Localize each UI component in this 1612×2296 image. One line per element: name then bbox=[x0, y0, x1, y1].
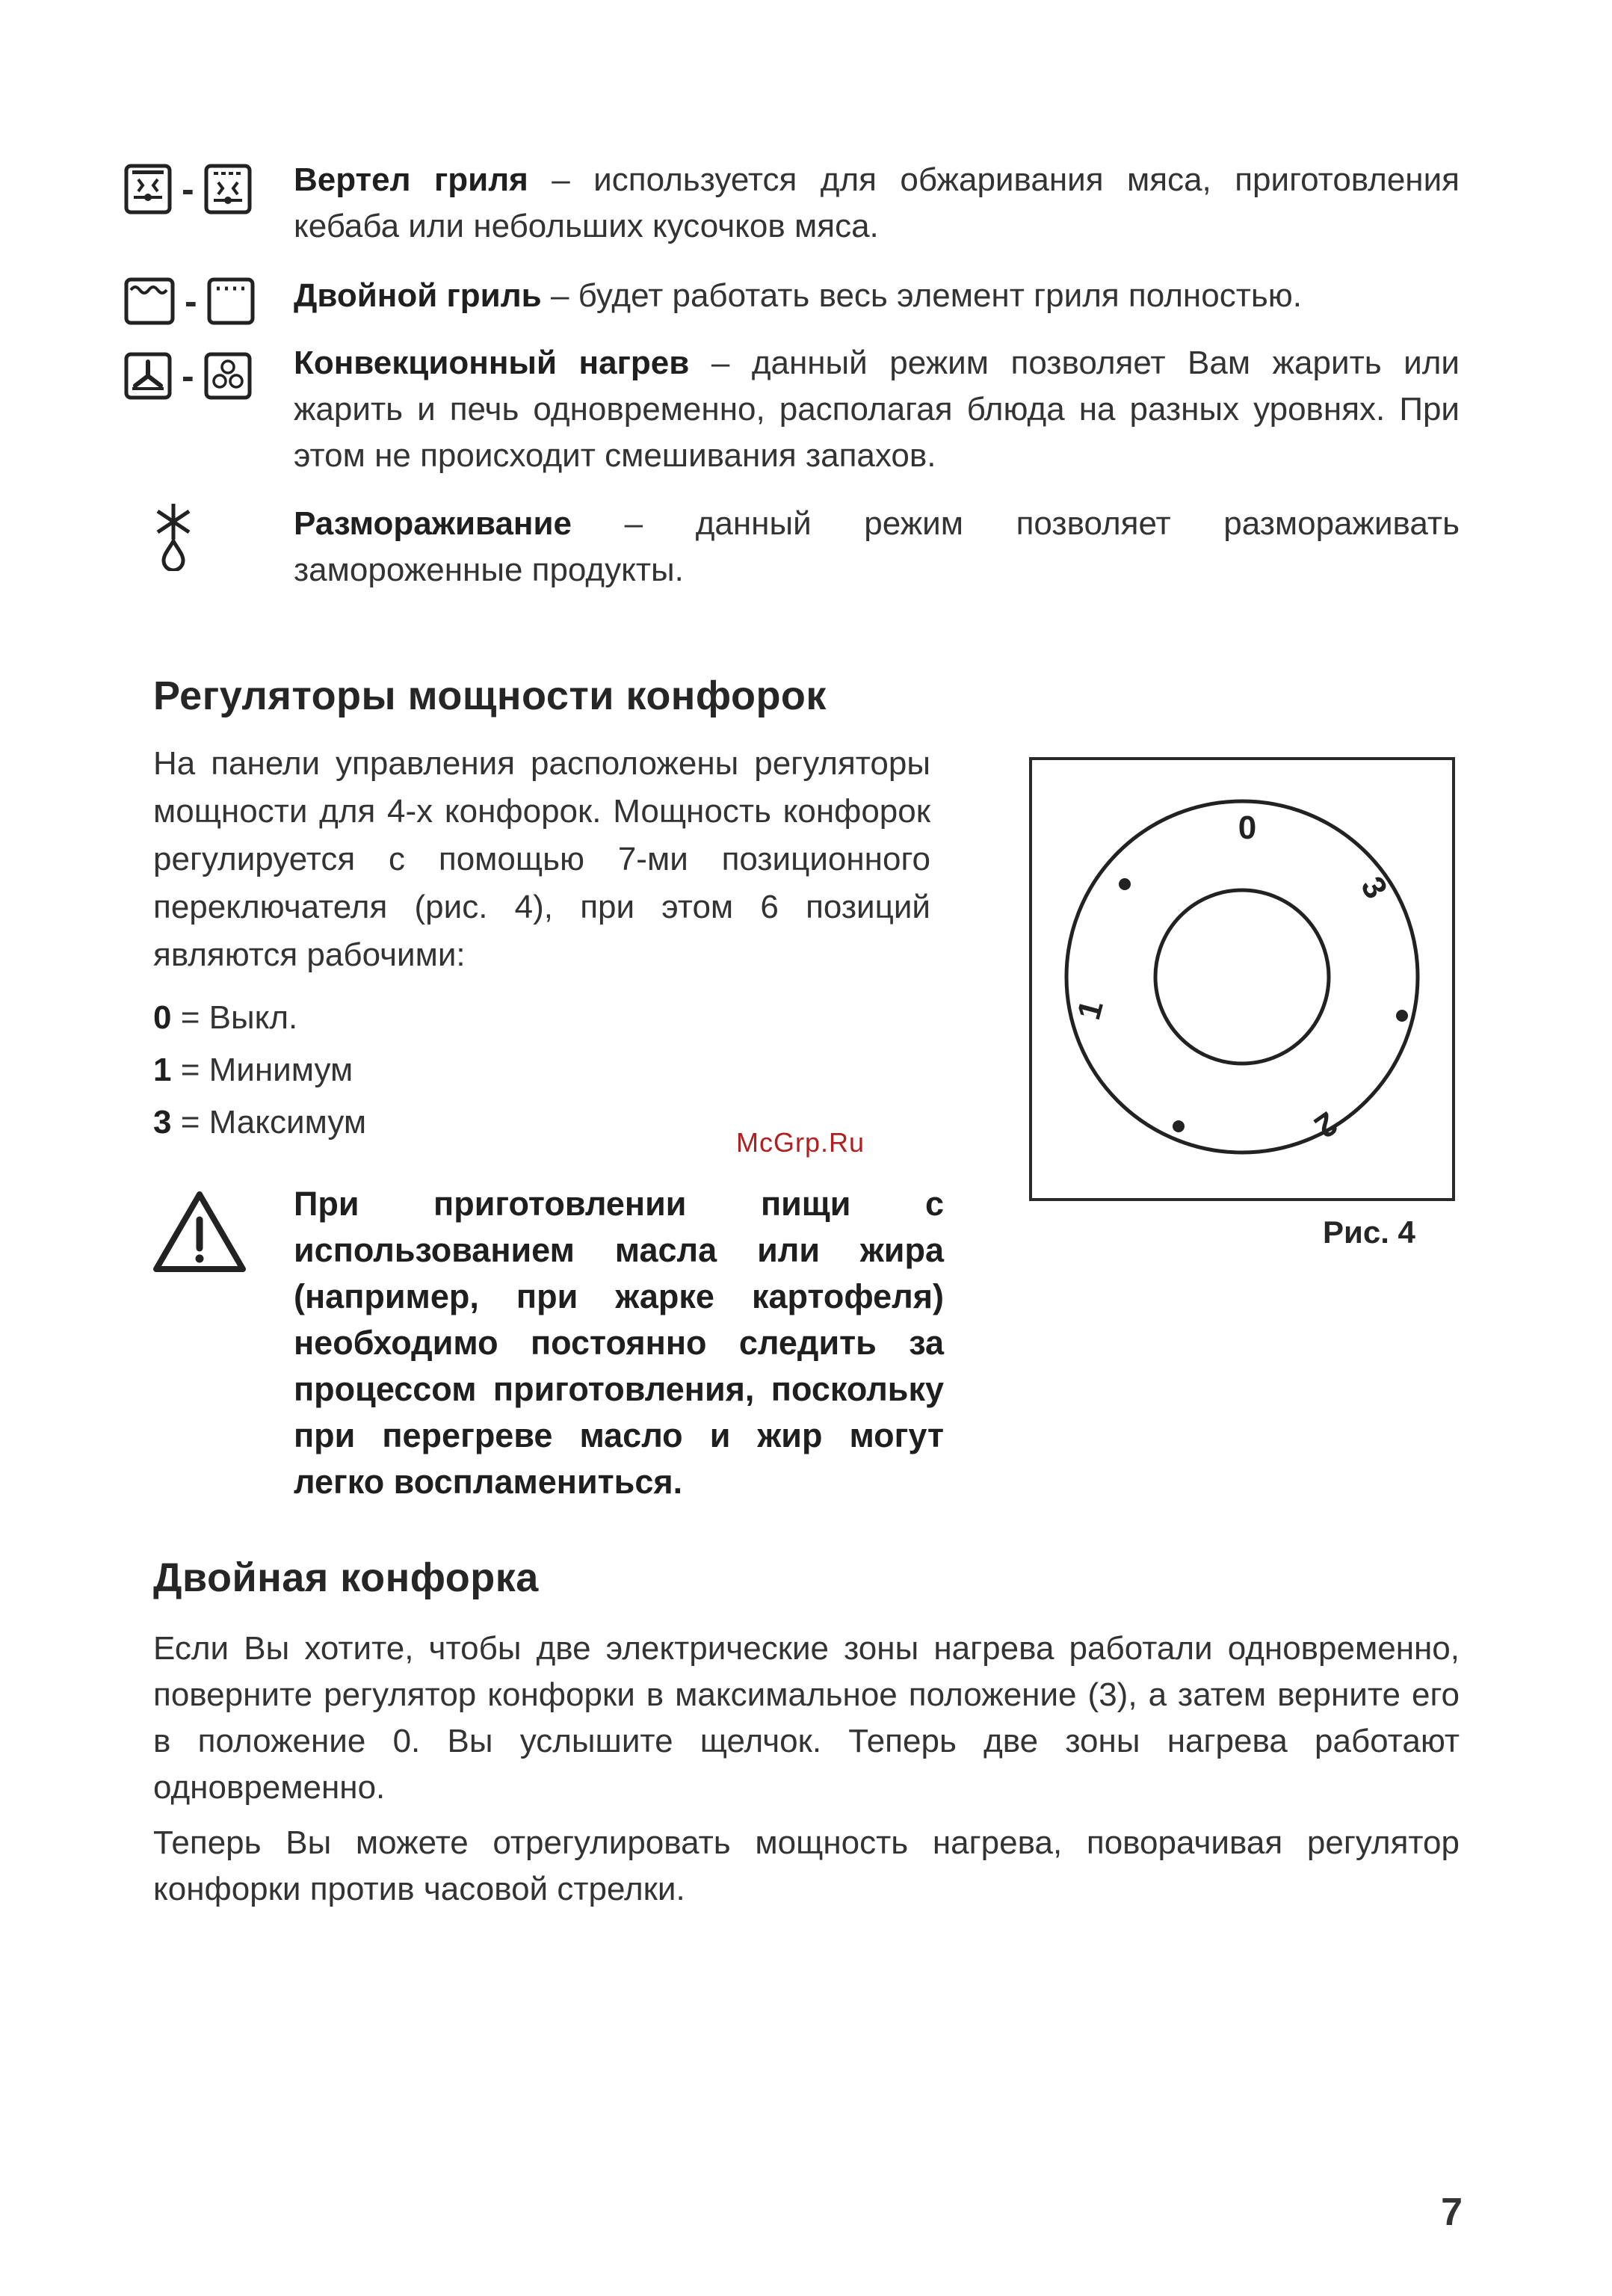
figure-dial bbox=[1029, 757, 1455, 1201]
double-grill-alt-icon bbox=[206, 277, 256, 326]
dial-dot bbox=[1119, 878, 1131, 890]
watermark: McGrp.Ru bbox=[736, 1127, 865, 1158]
mode-description: – используется для обжаривания мяса, приготовления кебаба или небольших кусочков мяса. bbox=[294, 161, 1460, 244]
dial-dot bbox=[1173, 1120, 1185, 1132]
burner-regulators-intro: На панели управления расположены регуляторы мощности для 4-х конфорок. Мощность конфорок регулируется с помощью 7-ми позиционного переключателя (рис. 4), при этом 6 позиций являются рабочими: bbox=[153, 745, 930, 973]
mode-icons-convection bbox=[123, 351, 253, 401]
mode-icons-double-grill bbox=[123, 277, 256, 326]
mode-description: – будет работать весь элемент гриля полностью. bbox=[541, 277, 1303, 314]
dial-inner-ring bbox=[1155, 890, 1329, 1064]
double-grill-icon bbox=[123, 277, 176, 326]
double-burner-paragraph-2: Теперь Вы можете отрегулировать мощность нагрева, поворачивая регулятор конфорки против часовой стрелки. bbox=[153, 1824, 1460, 1907]
level-min bbox=[153, 1046, 353, 1094]
mode-icons-defrost bbox=[153, 502, 194, 571]
mode-description: – данный режим позволяет размораживать замороженные продукты. bbox=[294, 505, 1460, 588]
level-max bbox=[153, 1099, 366, 1147]
dial-label-3: 3 bbox=[1353, 870, 1395, 905]
mode-description: – данный режим позволяет Вам жарить или жарить и печь одновременно, располагая блюда на разных уровнях. При этом не происходит смешивания запахов. bbox=[294, 345, 1460, 474]
mode-title: Вертел гриля bbox=[294, 161, 528, 198]
warning-text: При приготовлении пищи с использованием масла или жира (например, при жарке картофеля) необходимо постоянно следить за процессом приготовления, поскольку при перегреве масло и жир могут легко воспламениться. bbox=[294, 1185, 944, 1501]
dial-label-1: 1 bbox=[1070, 996, 1111, 1024]
level-number: 0 bbox=[153, 999, 172, 1036]
dial-dot bbox=[1396, 1010, 1408, 1022]
mode-title: Конвекционный нагрев bbox=[294, 345, 690, 381]
mode-icons-spit-grill bbox=[123, 163, 253, 215]
mode-convection-text bbox=[294, 340, 1460, 479]
spit-grill-alt-icon bbox=[203, 163, 253, 215]
level-label: = Максимум bbox=[171, 1104, 367, 1141]
mode-title: Двойной гриль bbox=[294, 277, 542, 314]
level-off bbox=[153, 994, 297, 1042]
level-number: 1 bbox=[153, 1052, 172, 1088]
page-number: 7 bbox=[1441, 2191, 1463, 2234]
mode-dash: - bbox=[185, 280, 197, 322]
dial-outer-ring bbox=[1066, 801, 1418, 1152]
mode-double-grill-text bbox=[294, 273, 1460, 319]
level-number: 3 bbox=[153, 1104, 172, 1141]
dial-label-0: 0 bbox=[1238, 809, 1257, 846]
mode-defrost-text bbox=[294, 501, 1460, 593]
spit-grill-icon bbox=[123, 163, 173, 215]
mode-spit-grill-text bbox=[294, 157, 1460, 250]
double-burner-paragraph-1: Если Вы хотите, чтобы две электрические зоны нагрева работали одновременно, поверните регулятор конфорки в максимальное положение (3), а затем верните его в положение 0. Вы услышите щелчок. Теперь две зоны нагрева работают одновременно. bbox=[153, 1630, 1460, 1806]
warning-triangle-icon bbox=[152, 1190, 247, 1274]
section-heading-double-burner: Двойная конфорка bbox=[153, 1555, 539, 1600]
mode-dash: - bbox=[182, 168, 194, 210]
level-label: = Минимум bbox=[171, 1052, 353, 1088]
mode-dash: - bbox=[182, 355, 194, 397]
dial-diagram bbox=[1032, 760, 1452, 1198]
convection-fan-icon bbox=[123, 351, 173, 401]
convection-fan-alt-icon bbox=[203, 351, 253, 401]
defrost-icon bbox=[153, 502, 194, 571]
section-heading-burner-regulators: Регуляторы мощности конфорок bbox=[153, 673, 827, 718]
dial-label-2: 2 bbox=[1308, 1104, 1344, 1145]
figure-caption: Рис. 4 bbox=[1323, 1215, 1415, 1250]
mode-title: Размораживание bbox=[294, 505, 572, 542]
level-label: = Выкл. bbox=[171, 999, 298, 1036]
